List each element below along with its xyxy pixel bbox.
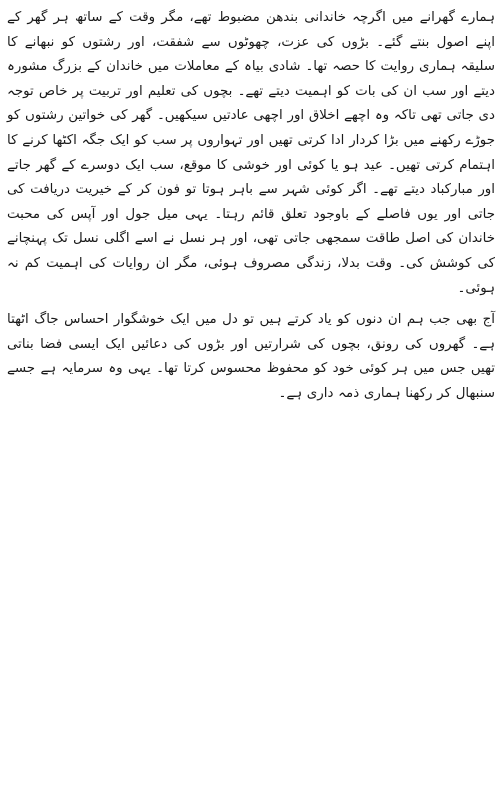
paragraph: آج بھی جب ہم ان دنوں کو یاد کرتے ہیں تو دل میں ایک خوشگوار احساس جاگ اٹھتا ہے۔ گھروں کی رونق، بچوں کی شرارتیں اور بڑوں کی دعائیں ایک ایسی فضا بناتی تھیں جس میں ہر کوئی خود کو محفوظ محسوس کرتا تھا۔ یہی وہ سرمایہ ہے جسے سنبھال کر رکھنا ہماری ذمہ داری ہے۔ — [7, 312, 495, 401]
paragraph: ہمارے گھرانے میں اگرچہ خاندانی بندھن مضبوط تھے، مگر وقت کے ساتھ ہر گھر کے اپنے اصول بنتے گئے۔ بڑوں کی عزت، چھوٹوں سے شفقت، اور رشتوں کو نبھانے کا سلیقہ ہماری روایت کا حصہ تھا۔ شادی بیاہ کے معاملات میں خاندان کے بزرگ مشورہ دیتے اور سب ان کی بات کو اہمیت دیتے تھے۔ بچوں کی تعلیم اور تربیت پر خاص توجہ دی جاتی تھی تاکہ وہ اچھے اخلاق اور اچھی عادتیں سیکھیں۔ گھر کی خواتین رشتوں کو جوڑے رکھنے میں بڑا کردار ادا کرتی تھیں اور تہواروں پر سب کو ایک جگہ اکٹھا کرنے کا اہتمام کرتی تھیں۔ عید ہو یا کوئی اور خوشی کا موقع، سب ایک دوسرے کے گھر جاتے اور مبارکباد دیتے تھے۔ اگر کوئی شہر سے باہر ہوتا تو فون کر کے خیریت دریافت کی جاتی اور یوں فاصلے کے باوجود تعلق قائم رہتا۔ یہی میل جول اور آپس کی محبت خاندان کی اصل طاقت سمجھی جاتی تھی، اور ہر نسل نے اسے اگلی نسل تک پہنچانے کی کوشش کی۔ وقت بدلا، زندگی مصروف ہوئی، مگر ان روایات کی اہمیت کم نہ ہوئی۔ — [7, 10, 495, 296]
